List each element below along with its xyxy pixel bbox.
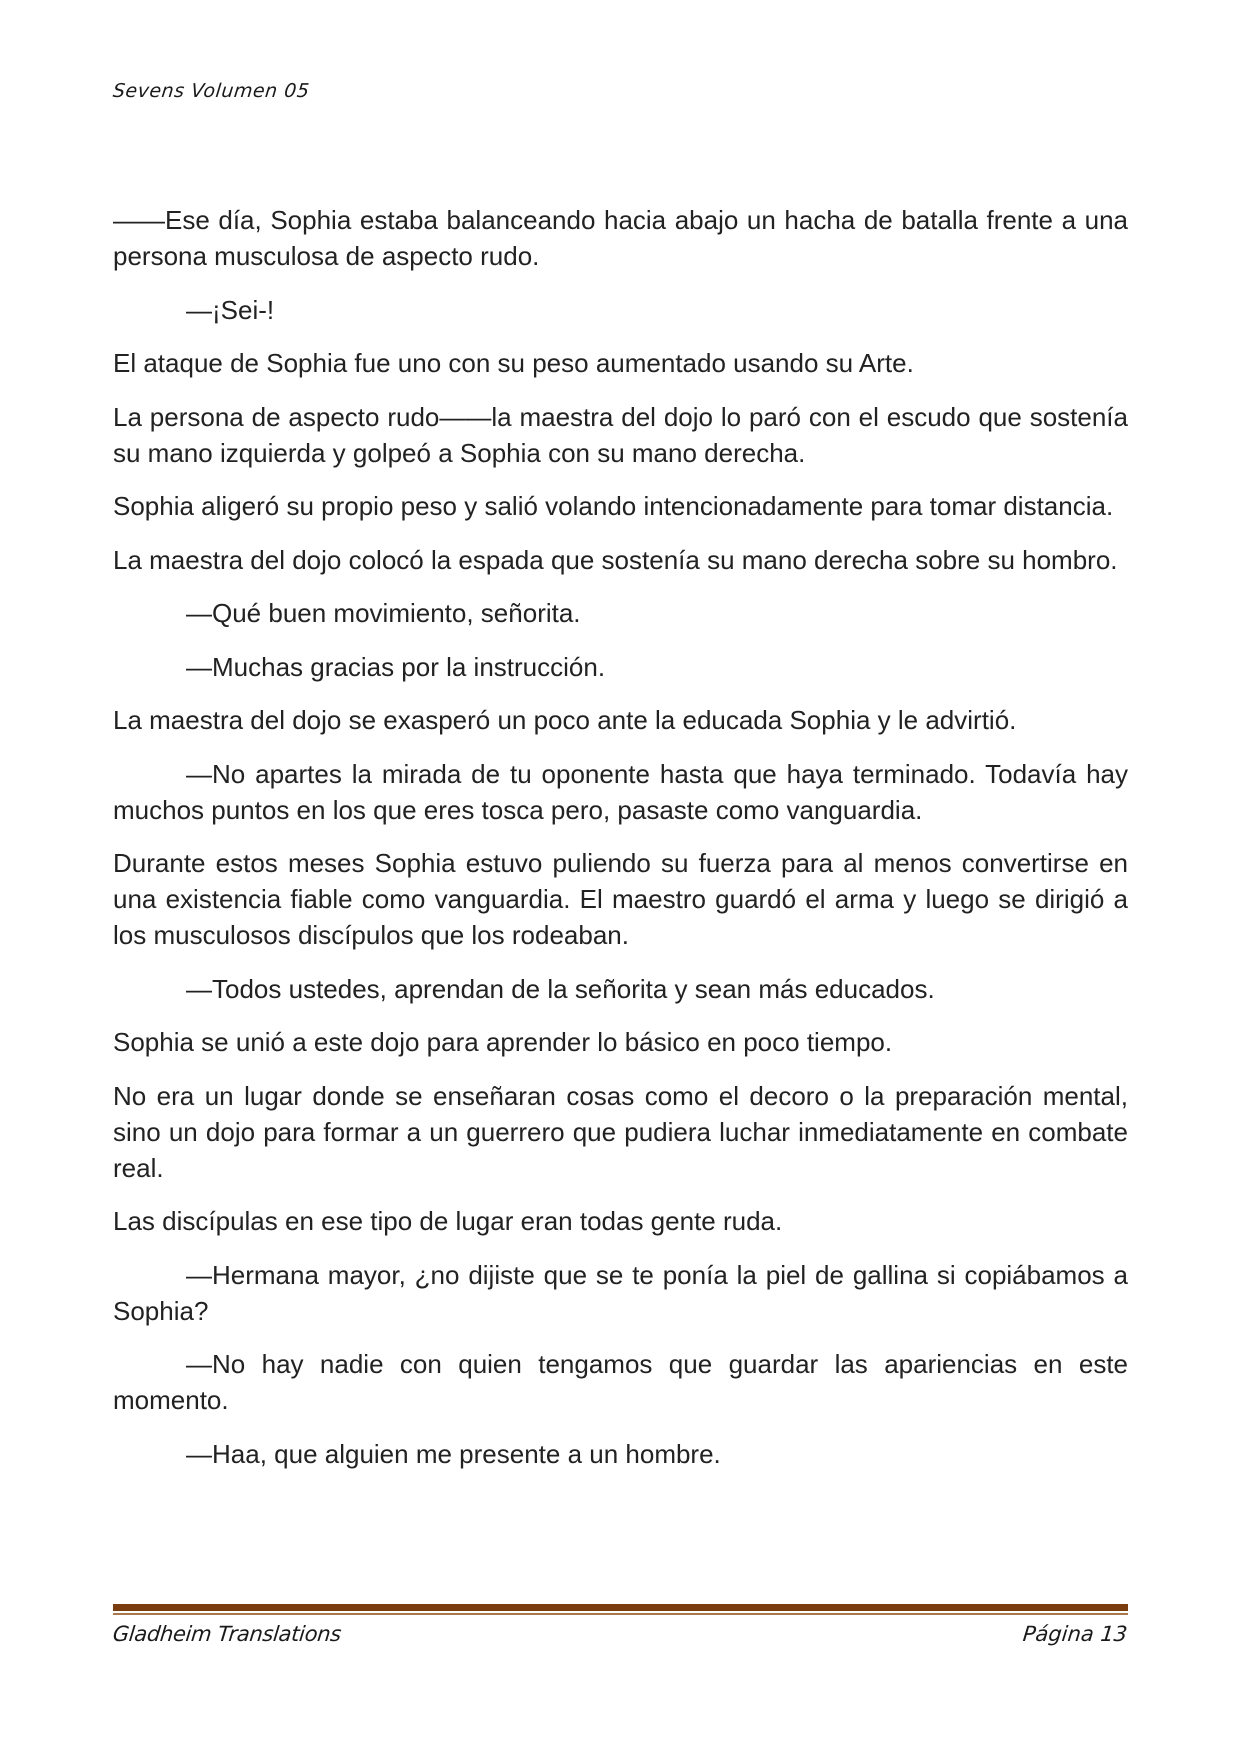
dialog-line: —Todos ustedes, aprendan de la señorita y sean más educados. (186, 973, 935, 1004)
paragraph: Las discípulas en ese tipo de lugar eran todas gente ruda. (113, 1206, 783, 1236)
paragraph: La maestra del dojo se exasperó un poco ante la educada Sophia y le advirtió. (113, 705, 1017, 735)
dialog-line: —¡Sei-! (186, 294, 275, 325)
paragraph: Durante estos meses Sophia estuvo puliendo su fuerza para al menos convertirse en una existencia fiable como vanguardia. El maestro guardó el arma y luego se dirigió a los musculosos discípulos que los rodeaban. (113, 848, 1128, 950)
paragraph: La maestra del dojo colocó la espada que sostenía su mano derecha sobre su hombro. (113, 544, 1118, 575)
paragraph: No era un lugar donde se enseñaran cosas como el decoro o la preparación mental, sino un dojo para formar a un guerrero que pudiera luchar inmediatamente en combate real. (113, 1080, 1128, 1183)
paragraph: Sophia aligeró su propio peso y salió volando intencionadamente para tomar distancia. (113, 491, 1114, 521)
dialog-line: —Haa, que alguien me presente a un hombre. (186, 1438, 721, 1469)
paragraph: Sophia se unió a este dojo para aprender lo básico en poco tiempo. (113, 1027, 893, 1057)
dialog-line: —No hay nadie con quien tengamos que guardar las apariencias en este momento. (113, 1349, 1128, 1415)
dialog-line: —Qué buen movimiento, señorita. (186, 598, 581, 628)
dialog-line: —No apartes la mirada de tu oponente hasta que haya terminado. Todavía hay muchos puntos en los que eres tosca pero, pasaste como vanguardia. (113, 758, 1128, 825)
footer-page-number: Página 13 (1021, 1622, 1129, 1646)
dialog-line: —Hermana mayor, ¿no dijiste que se te ponía la piel de gallina si copiábamos a Sophia? (113, 1259, 1128, 1326)
dialog-line: —Muchas gracias por la instrucción. (186, 651, 606, 682)
paragraph: El ataque de Sophia fue uno con su peso aumentado usando su Arte. (113, 348, 914, 378)
paragraph: ——Ese día, Sophia estaba balanceando hacia abajo un hacha de batalla frente a una persona musculosa de aspecto rudo. (113, 205, 1128, 271)
footer-rule-thin (113, 1613, 1128, 1615)
paragraph: La persona de aspecto rudo——la maestra del dojo lo paró con el escudo que sostenía su mano izquierda y golpeó a Sophia con su mano derecha. (113, 401, 1128, 468)
footer-publisher: Gladheim Translations (111, 1622, 343, 1646)
footer-rule-thick (113, 1604, 1128, 1611)
body-text (113, 202, 1128, 1489)
running-header: Sevens Volumen 05 (111, 80, 311, 102)
